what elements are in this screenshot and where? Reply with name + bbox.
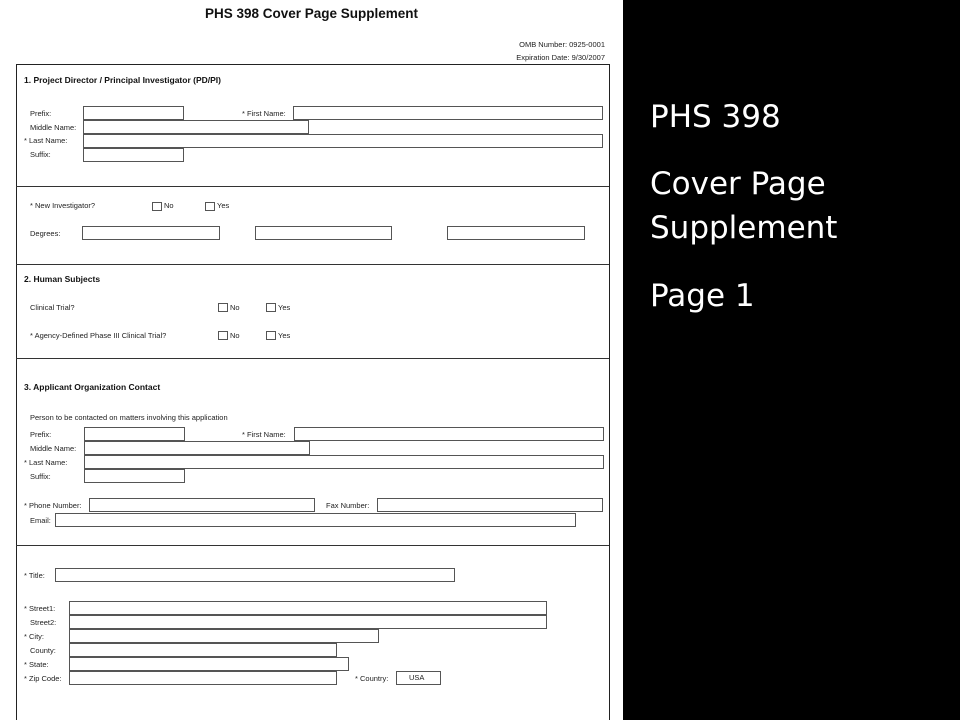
contact-phone-input[interactable] xyxy=(89,498,315,512)
contact-title-label: * Title: xyxy=(24,571,45,580)
pi-last-name-input[interactable] xyxy=(83,134,603,148)
contact-middle-name-label: Middle Name: xyxy=(30,444,77,453)
contact-first-name-label: * First Name: xyxy=(242,430,286,439)
state-label: * State: xyxy=(24,660,49,669)
pi-prefix-label: Prefix: xyxy=(30,109,52,118)
phase3-yes-checkbox[interactable] xyxy=(266,331,276,340)
street2-input[interactable] xyxy=(69,615,547,629)
expiration-date: Expiration Date: 9/30/2007 xyxy=(516,53,605,62)
pi-suffix-label: Suffix: xyxy=(30,150,51,159)
contact-title-input[interactable] xyxy=(55,568,455,582)
slide-page-label: Page 1 xyxy=(650,278,755,314)
contact-prefix-input[interactable] xyxy=(84,427,185,441)
contact-fax-label: Fax Number: xyxy=(326,501,370,510)
form-title: PHS 398 Cover Page Supplement xyxy=(204,6,419,21)
city-label: * City: xyxy=(24,632,45,641)
pi-first-name-input[interactable] xyxy=(293,106,603,120)
contact-suffix-label: Suffix: xyxy=(30,472,51,481)
section-divider xyxy=(16,186,609,187)
phase3-yes-label: Yes xyxy=(278,331,291,340)
country-value: USA xyxy=(409,673,425,682)
slide-title-line-1: PHS 398 xyxy=(650,99,781,135)
clinical-trial-label: Clinical Trial? xyxy=(30,303,75,312)
contact-instruction: Person to be contacted on matters involving this application xyxy=(30,413,228,422)
contact-email-input[interactable] xyxy=(55,513,576,527)
clinical-trial-no-checkbox[interactable] xyxy=(218,303,228,312)
pi-suffix-input[interactable] xyxy=(83,148,184,162)
slide-title-line-3: Supplement xyxy=(650,210,838,246)
new-investigator-no-checkbox[interactable] xyxy=(152,202,162,211)
contact-fax-input[interactable] xyxy=(377,498,603,512)
street1-label: * Street1: xyxy=(24,604,56,613)
section-1-heading: 1. Project Director / Principal Investigator (PD/PI) xyxy=(24,75,221,85)
country-label: * Country: xyxy=(355,674,389,683)
contact-first-name-input[interactable] xyxy=(294,427,604,441)
degrees-input-1[interactable] xyxy=(82,226,220,240)
clinical-trial-yes-checkbox[interactable] xyxy=(266,303,276,312)
degrees-input-2[interactable] xyxy=(255,226,392,240)
degrees-label: Degrees: xyxy=(30,229,61,238)
county-input[interactable] xyxy=(69,643,337,657)
contact-last-name-label: * Last Name: xyxy=(24,458,68,467)
contact-email-label: Email: xyxy=(30,516,51,525)
new-investigator-yes-label: Yes xyxy=(217,201,230,210)
contact-phone-label: * Phone Number: xyxy=(24,501,82,510)
pi-first-name-label: * First Name: xyxy=(242,109,286,118)
slide-title-line-2: Cover Page xyxy=(650,166,826,202)
county-label: County: xyxy=(30,646,56,655)
new-investigator-label: * New Investigator? xyxy=(30,201,96,210)
section-3-heading: 3. Applicant Organization Contact xyxy=(24,382,161,392)
phase3-no-checkbox[interactable] xyxy=(218,331,228,340)
phase3-label: * Agency-Defined Phase III Clinical Trial? xyxy=(30,331,167,340)
new-investigator-yes-checkbox[interactable] xyxy=(205,202,215,211)
section-divider xyxy=(16,264,609,265)
clinical-trial-yes-label: Yes xyxy=(278,303,291,312)
state-input[interactable] xyxy=(69,657,349,671)
street1-input[interactable] xyxy=(69,601,547,615)
pi-middle-name-label: Middle Name: xyxy=(30,123,77,132)
street2-label: Street2: xyxy=(30,618,57,627)
pi-middle-name-input[interactable] xyxy=(83,120,309,134)
phase3-no-label: No xyxy=(230,331,240,340)
section-2-heading: 2. Human Subjects xyxy=(24,274,101,284)
contact-suffix-input[interactable] xyxy=(84,469,185,483)
contact-middle-name-input[interactable] xyxy=(84,441,310,455)
omb-number: OMB Number: 0925-0001 xyxy=(519,40,605,49)
contact-last-name-input[interactable] xyxy=(84,455,604,469)
city-input[interactable] xyxy=(69,629,379,643)
section-divider xyxy=(16,358,609,359)
contact-prefix-label: Prefix: xyxy=(30,430,52,439)
zip-label: * Zip Code: xyxy=(24,674,62,683)
zip-input[interactable] xyxy=(69,671,337,685)
section-divider xyxy=(16,545,609,546)
country-select[interactable] xyxy=(396,671,441,685)
pi-last-name-label: * Last Name: xyxy=(24,136,68,145)
clinical-trial-no-label: No xyxy=(230,303,240,312)
degrees-input-3[interactable] xyxy=(447,226,585,240)
new-investigator-no-label: No xyxy=(164,201,174,210)
pi-prefix-input[interactable] xyxy=(83,106,184,120)
